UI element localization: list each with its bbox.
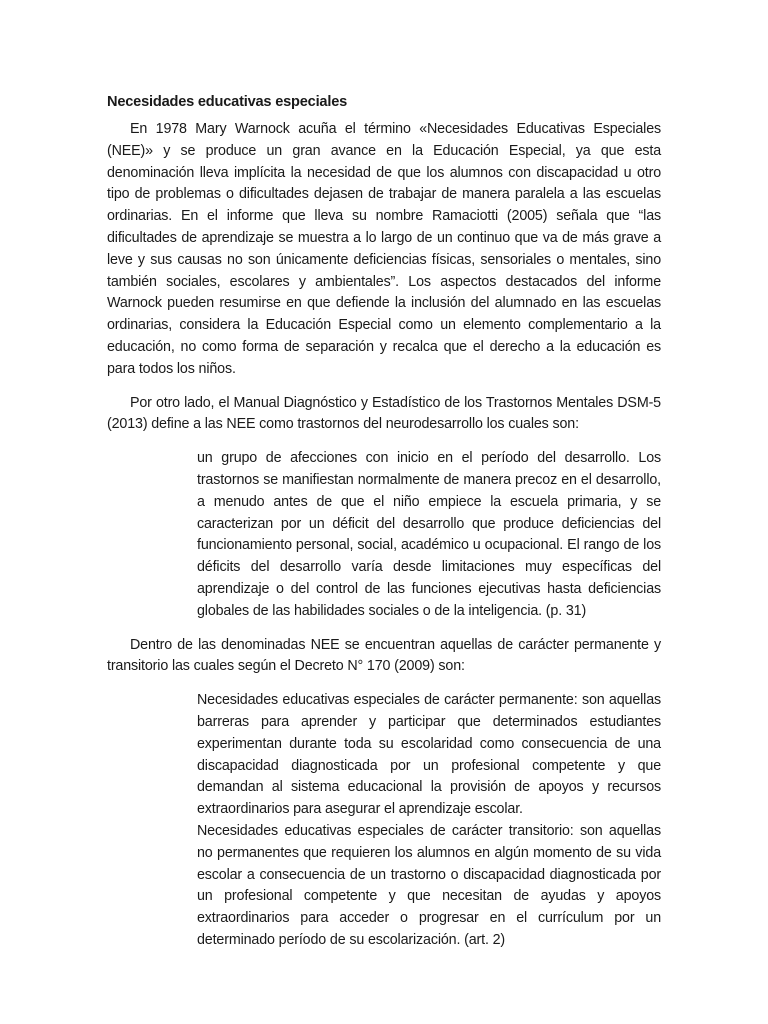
document-page [107,91,661,952]
paragraph-decreto: Dentro de las denominadas NEE se encuentran aquellas de carácter permanente y transitorio las cuales según el Decreto N° 170 (2009) son: [107,636,661,675]
block-quote-dsm5: un grupo de afecciones con inicio en el período del desarrollo. Los trastornos se manifiestan normalmente de manera precoz en el desarrollo, a menudo antes de que el niño empiece la escuela primaria, y se caracterizan por un déficit del desarrollo que produce deficiencias del funcionamiento personal, social, académico u ocupacional. El rango de los déficits del desarrollo varía desde limitaciones muy específicas del aprendizaje o del control de las funciones ejecutivas hasta deficiencias globales de las habilidades sociales o de la inteligencia. (p. 31) [197,450,661,619]
block-quote-transitorio: Necesidades educativas especiales de carácter transitorio: son aquellas no permanentes que requieren los alumnos en algún momento de su vida escolar a consecuencia de un trastorno o discapacidad diagnosticada por un profesional competente y que necesitan de ayudas y apoyos extraordinarios para acceder o progresar en el currículum por un determinado período de su escolarización. (art. 2) [197,822,661,948]
block-quote-permanente: Necesidades educativas especiales de carácter permanente: son aquellas barreras para aprender y participar que determinados estudiantes experimentan durante toda su escolaridad como consecuencia de una discapacidad diagnosticada por un profesional competente y que demandan al sistema educacional la provisión de apoyos y recursos extraordinarios para asegurar el aprendizaje escolar. [197,692,661,818]
paragraph-warnock: En 1978 Mary Warnock acuña el término «Necesidades Educativas Especiales (NEE)» y se produce un gran avance en la Educación Especial, ya que esta denominación lleva implícita la necesidad de que los alumnos con discapacidad u otro tipo de problemas o dificultades dejasen de trabajar de manera paralela a las escuelas ordinarias. En el informe que lleva su nombre Ramaciotti (2005) señala que “las dificultades de aprendizaje se muestra a lo largo de un continuo que va de más grave a leve y sus causas no son únicamente deficiencias físicas, sensoriales o mentales, sino también sociales, escolares y ambientales”. Los aspectos destacados del informe Warnock pueden resumirse en que defiende la inclusión del alumnado en las escuelas ordinarias, considera la Educación Especial como un elemento complementario a la educación, no como forma de separación y recalca que el derecho a la educación es para todos los niños. [107,121,661,377]
paragraph-dsm5: Por otro lado, el Manual Diagnóstico y Estadístico de los Trastornos Mentales DSM-5 (2013) define a las NEE como trastornos del neurodesarrollo los cuales son: [107,394,661,433]
section-heading: Necesidades educativas especiales [107,94,348,110]
